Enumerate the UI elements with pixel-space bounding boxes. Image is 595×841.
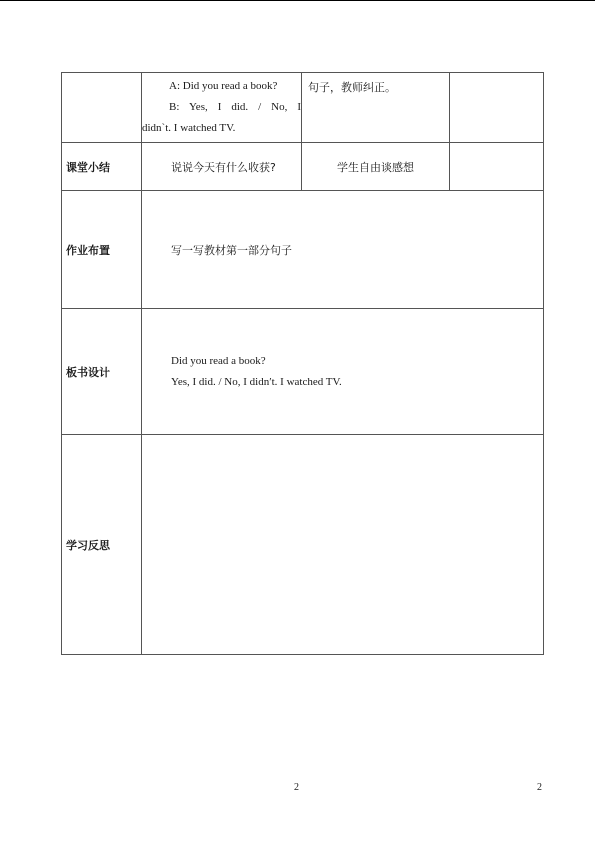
row-label-empty <box>62 73 142 143</box>
summary-content: 说说今天有什么收获? <box>142 143 302 191</box>
page-number: 2 <box>294 782 299 793</box>
dialog-line-b2: didn`t. I watched TV. <box>142 122 236 134</box>
top-rule <box>0 0 595 1</box>
empty-cell <box>450 143 544 191</box>
dialog-line-a: A: Did you read a book? <box>169 80 278 92</box>
table-row-board <box>62 309 544 435</box>
lesson-plan-table <box>61 72 544 655</box>
dialog-line-b1: B: Yes, I did. / No, I <box>169 101 301 113</box>
board-line-1: Did you read a book? <box>171 354 266 367</box>
teacher-note-cell: 句子，教师纠正。 <box>302 73 450 143</box>
table-row-summary <box>62 143 544 191</box>
empty-cell <box>450 73 544 143</box>
board-content <box>142 309 544 435</box>
table-row-reflection <box>62 435 544 655</box>
table-row-continued <box>62 73 544 143</box>
homework-label: 作业布置 <box>62 191 142 309</box>
board-line-2: Yes, I did. / No, I didnʹt. I watched TV. <box>171 375 342 388</box>
board-label: 板书设计 <box>62 309 142 435</box>
summary-activity: 学生自由谈感想 <box>302 143 450 191</box>
reflection-label: 学习反思 <box>62 435 142 655</box>
dialog-cell <box>142 73 302 143</box>
reflection-content <box>142 435 544 655</box>
summary-label: 课堂小结 <box>62 143 142 191</box>
table-row-homework <box>62 191 544 309</box>
homework-content: 写一写教材第一部分句子 <box>142 191 544 309</box>
page-number-corner: 2 <box>537 782 542 793</box>
